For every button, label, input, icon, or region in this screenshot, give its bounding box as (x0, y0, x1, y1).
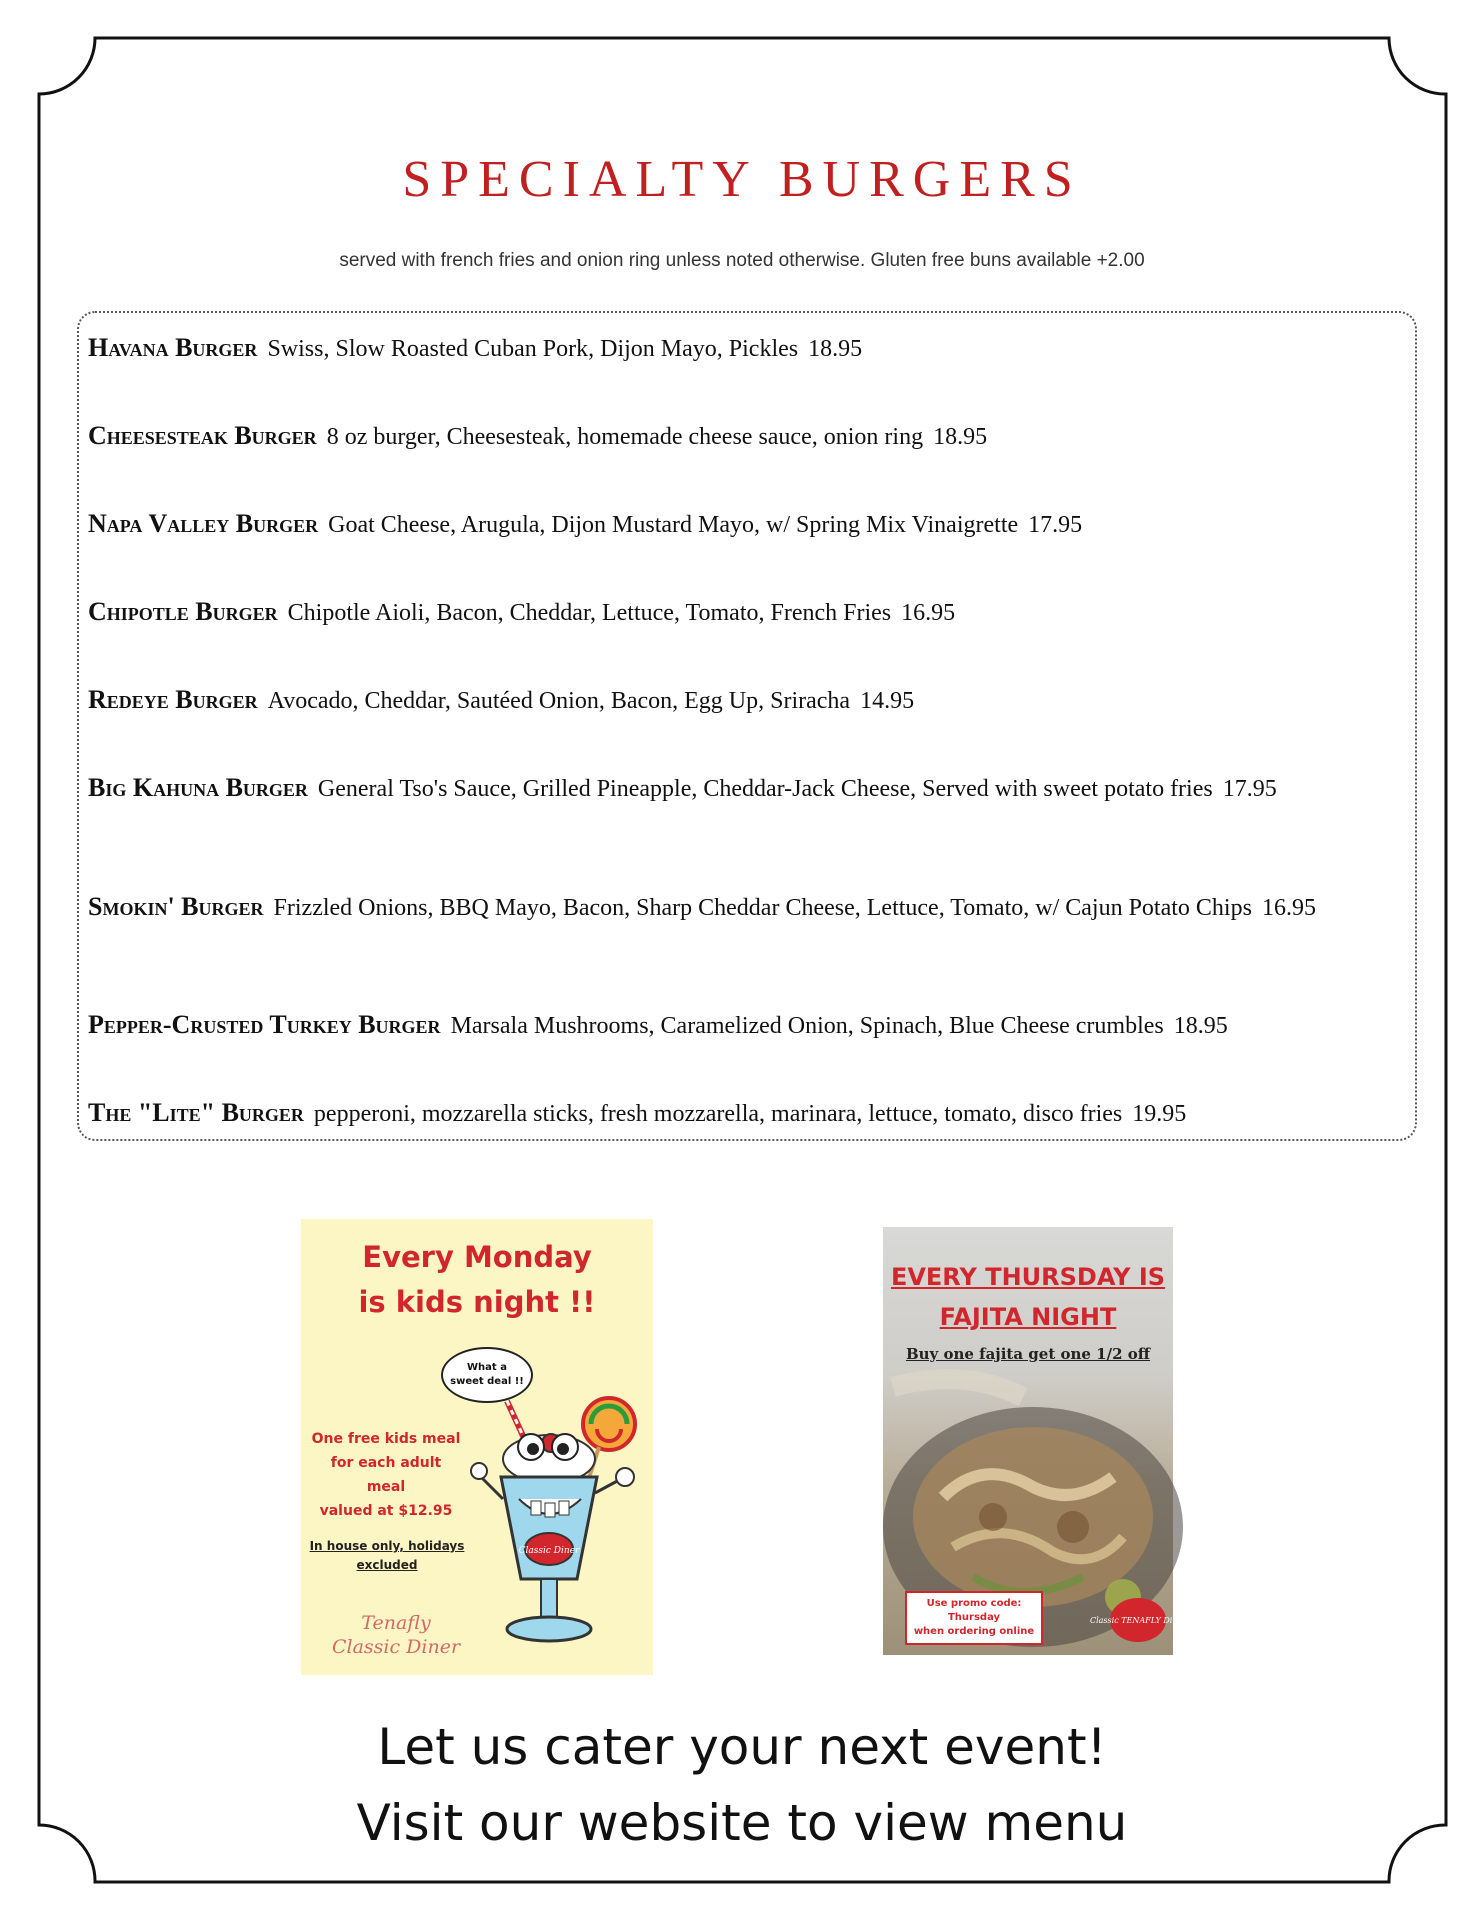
menu-item (88, 508, 1408, 541)
item-price: 18.95 (808, 336, 863, 362)
item-description: Avocado, Cheddar, Sautéed Onion, Bacon, Egg Up, Sriracha (267, 688, 851, 714)
menu-item (88, 684, 1408, 717)
item-description: Marsala Mushrooms, Caramelized Onion, Spinach, Blue Cheese crumbles (450, 1013, 1164, 1039)
fajita-night-flyer (883, 1227, 1187, 1655)
item-description: Frizzled Onions, BBQ Mayo, Bacon, Sharp Cheddar Cheese, Lettuce, Tomato, w/ Cajun Potato Chips (273, 895, 1252, 921)
brand-line: Classic Diner (331, 1636, 461, 1658)
item-price: 16.95 (901, 600, 956, 626)
website-line: Visit our website to view menu (356, 1794, 1128, 1852)
item-price: 18.95 (933, 424, 988, 450)
fajita-headline (883, 1257, 1173, 1337)
promo-line: when ordering online (913, 1626, 1035, 1637)
kids-offer (311, 1427, 461, 1523)
shake-logo-text: Classic Diner (518, 1546, 580, 1556)
fajita-logo-text: Classic TENAFLY Diner (1089, 1616, 1187, 1625)
item-price: 14.95 (860, 688, 915, 714)
item-name: Redeye Burger (88, 685, 258, 714)
promo-code-box (905, 1591, 1043, 1645)
item-price: 16.95 (1261, 895, 1316, 921)
item-name: Pepper-Crusted Turkey Burger (88, 1010, 441, 1039)
kids-headline (301, 1235, 653, 1325)
diner-logo-icon (1089, 1595, 1187, 1645)
menu-item (88, 891, 1408, 924)
milkshake-mascot-icon (469, 1389, 649, 1669)
item-description: Chipotle Aioli, Bacon, Cheddar, Lettuce, Tomato, French Fries (287, 600, 892, 626)
offer-line: valued at $12.95 (319, 1503, 453, 1519)
fajita-headline-line: FAJITA NIGHT (939, 1303, 1117, 1331)
item-description: 8 oz burger, Cheesesteak, homemade cheese sauce, onion ring (326, 424, 924, 450)
offer-line: for each adult meal (330, 1455, 442, 1495)
item-name: Chipotle Burger (88, 597, 278, 626)
offer-line: One free kids meal (311, 1431, 461, 1447)
item-name: Big Kahuna Burger (88, 773, 308, 802)
item-description: Swiss, Slow Roasted Cuban Pork, Dijon Mayo, Pickles (267, 336, 799, 362)
bubble-line: What a (467, 1362, 507, 1373)
item-name: Havana Burger (88, 333, 258, 362)
menu-item (88, 772, 1408, 805)
note-line: excluded (356, 1558, 418, 1572)
promo-line: Use promo code: Thursday (926, 1598, 1022, 1623)
kids-night-flyer (301, 1219, 653, 1675)
kids-note (307, 1537, 467, 1575)
menu-item (88, 1097, 1408, 1130)
item-name: Smokin' Burger (88, 892, 264, 921)
item-price: 18.95 (1173, 1013, 1228, 1039)
diner-brand (321, 1611, 471, 1659)
item-price: 17.95 (1222, 776, 1277, 802)
item-price: 19.95 (1132, 1101, 1187, 1127)
item-description: pepperoni, mozzarella sticks, fresh mozzarella, marinara, lettuce, tomato, disco fries (313, 1101, 1123, 1127)
item-price: 17.95 (1028, 512, 1083, 538)
menu-item (88, 596, 1408, 629)
fajita-offer: Buy one fajita get one 1/2 off (905, 1345, 1151, 1363)
note-line: In house only, holidays (309, 1539, 465, 1553)
item-name: Cheesesteak Burger (88, 421, 317, 450)
page-subtitle: served with french fries and onion ring unless noted otherwise. Gluten free buns available +2.00 (339, 250, 1145, 271)
item-name: Napa Valley Burger (88, 509, 319, 538)
item-description: General Tso's Sauce, Grilled Pineapple, Cheddar-Jack Cheese, Served with sweet potato fries (317, 776, 1213, 802)
bubble-line: sweet deal !! (450, 1376, 524, 1387)
brand-line: Tenafly (361, 1612, 431, 1634)
menu-item (88, 1009, 1408, 1042)
page-title: SPECIALTY BURGERS (402, 151, 1082, 208)
catering-line: Let us cater your next event! (377, 1718, 1107, 1776)
kids-headline-line: is kids night !! (358, 1285, 596, 1319)
item-description: Goat Cheese, Arugula, Dijon Mustard Mayo, w/ Spring Mix Vinaigrette (328, 512, 1019, 538)
fajita-headline-line: EVERY THURSDAY IS (890, 1263, 1166, 1291)
menu-item (88, 332, 1408, 365)
item-name: The "Lite" Burger (88, 1098, 304, 1127)
kids-headline-line: Every Monday (362, 1240, 592, 1274)
menu-item (88, 420, 1408, 453)
